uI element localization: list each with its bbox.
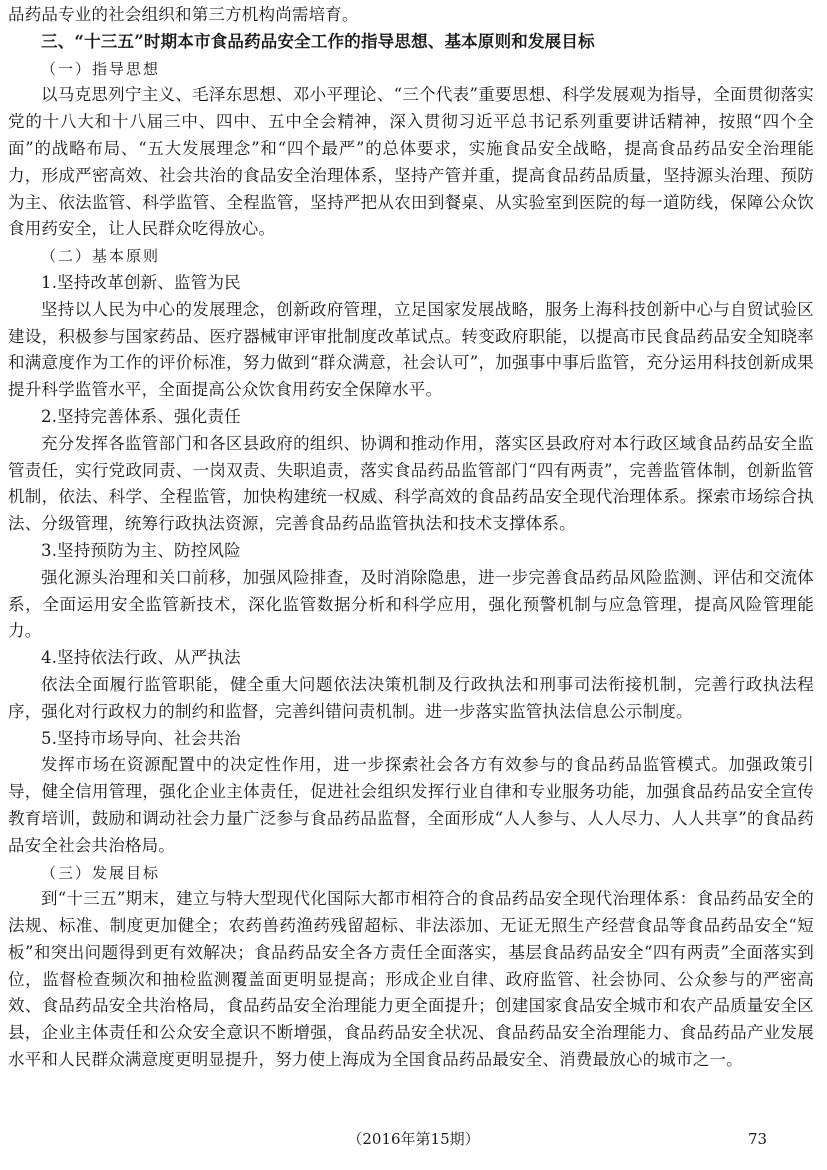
principle-paragraph: 充分发挥各监管部门和各区县政府的组织、协调和推动作用，落实区县政府对本行政区域食品药品安全监管责任，实行党政同责、一岗双责、失职追责，落实食品药品监管部门“四有两责”，完善监管体制，创新监管机制，依法、科学、全程监管，加快构建统一权威、科学高效的食品药品安全现代治理体系。探索市场综合执法、分级管理，统筹行政执法资源，完善食品药品监管执法和技术支撑体系。 [8, 433, 814, 534]
page-footer [0, 1126, 827, 1152]
principle-title: 2.坚持完善体系、强化责任 [41, 406, 241, 426]
goals-paragraph: 到“十三五”期末，建立与特大型现代化国际大都市相符合的食品药品安全现代治理体系：食品药品安全的法规、标准、制度更加健全；农药兽药渔药残留超标、非法添加、无证无照生产经营食品等食品药品安全“短板”和突出问题得到更有效解决；食品药品安全各方责任全面落实，基层食品药品安全“四有两责”全面落实到位，监督检查频次和抽检监测覆盖面更明显提高；形成企业自律、政府监管、社会协同、公众参与的严密高效、食品药品安全共治格局，食品药品安全治理能力更全面提升；创建国家食品安全城市和农产品质量安全区县，企业主体责任和公众安全意识不断增强，食品药品安全状况、食品药品安全治理能力、食品药品产业发展水平和人民群众满意度更明显提升，努力使上海成为全国食品药品最安全、消费最放心的城市之一。 [8, 889, 814, 1070]
principle-paragraph: 坚持以人民为中心的发展理念，创新政府管理，立足国家发展战略，服务上海科技创新中心与自贸试验区建设，积极参与国家药品、医疗器械审评审批制度改革试点。转变政府职能，以提高市民食品药品安全知晓率和满意度作为工作的评价标准，努力做到“群众满意，社会认可”，加强事中事后监管，充分运用科技创新成果提升科学监管水平，全面提高公众饮食用药安全保障水平。 [8, 299, 814, 400]
principle-paragraph: 依法全面履行监管职能，健全重大问题依法决策机制及行政执法和刑事司法衔接机制，完善行政执法程序，强化对行政权力的制约和监督，完善纠错问责机制。进一步落实监管执法信息公示制度。 [8, 674, 814, 721]
principle-title: 5.坚持市场导向、社会共治 [41, 728, 241, 748]
guiding-paragraph: 以马克思列宁主义、毛泽东思想、邓小平理论、“三个代表”重要思想、科学发展观为指导，全面贯彻落实党的十八大和十八届三中、四中、五中全会精神，深入贯彻习近平总书记系列重要讲话精神，按照“四个全面”的战略布局、“五大发展理念”和“四个最严”的总体要求，实施食品安全战略，提高食品药品安全治理能力，形成严密高效、社会共治的食品安全治理体系，坚持产管并重，提高食品药品质量，坚持源头治理、预防为主、依法监管、科学监管、全程监管，坚持严把从农田到餐桌、从实验室到医院的每一道防线，保障公众饮食用药安全，让人民群众吃得放心。 [8, 85, 814, 239]
principles-heading: （二）基本原则 [41, 247, 161, 266]
principle-title: 4.坚持依法行政、从严执法 [41, 648, 241, 668]
principle-title: 1.坚持改革创新、监管为民 [41, 272, 241, 292]
issue-label: （2016年第15期） [347, 1130, 480, 1148]
page-number: 73 [748, 1130, 768, 1148]
guiding-heading: （一）指导思想 [41, 59, 161, 78]
principle-paragraph: 发挥市场在资源配置中的决定性作用，进一步探索社会各方有效参与的食品药品监管模式。加强政策引导，健全信用管理，强化企业主体责任，促进社会组织发挥行业自律和专业服务功能，加强食品药品安全宣传教育培训，鼓励和调动社会力量广泛参与食品药品监督，全面形成“人人参与、人人尽力、人人共享”的食品药品安全社会共治格局。 [8, 755, 814, 855]
goals-heading: （三）发展目标 [41, 863, 161, 882]
article-body [8, 2, 814, 1074]
principle-paragraph: 强化源头治理和关口前移，加强风险排查，及时消除隐患，进一步完善食品药品风险监测、评估和交流体系，全面运用安全监管新技术，深化监管数据分析和科学应用，强化预警机制与应急管理，提高风险管理能力。 [8, 567, 814, 641]
principle-title: 3.坚持预防为主、防控风险 [41, 540, 241, 560]
section-title: 三、“十三五”时期本市食品药品安全工作的指导思想、基本原则和发展目标 [41, 31, 595, 51]
lead-paragraph: 品药品专业的社会组织和第三方机构尚需培育。 [8, 5, 359, 24]
